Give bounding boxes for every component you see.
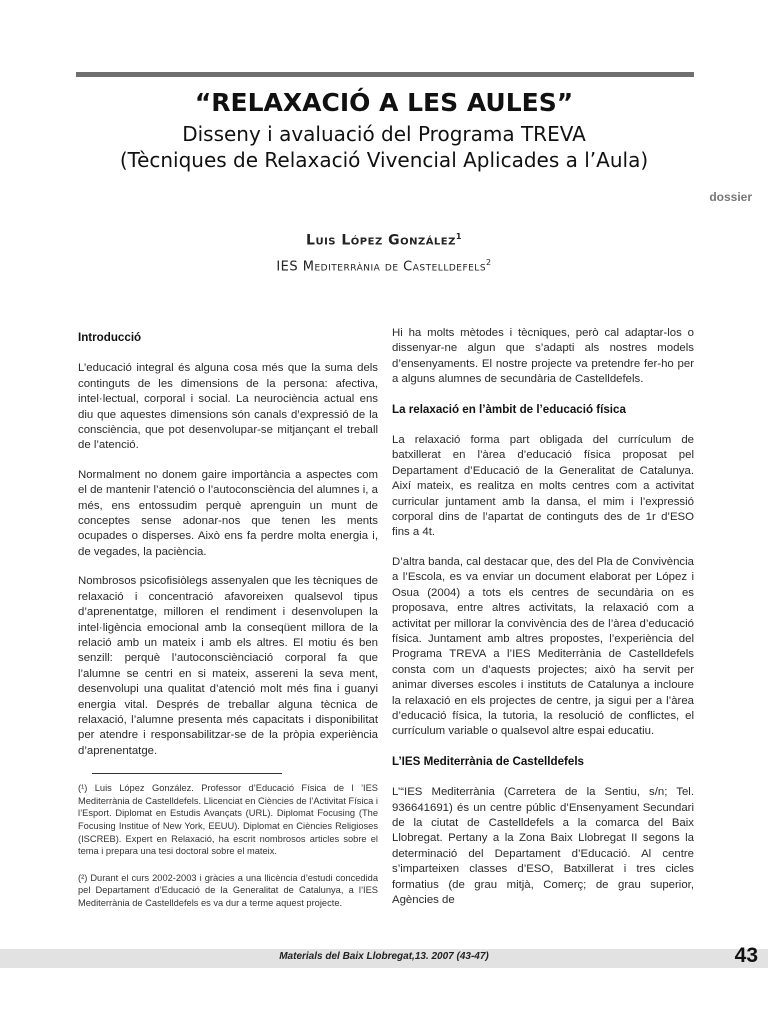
heading-ies-mediterrania: L’IES Mediterrània de Castelldefels [392,754,585,768]
right-column [392,326,694,922]
journal-citation: Materials del Baix Llobregat,13. 2007 (43-47) [279,951,489,962]
footnote-1: (¹) Luis López González. Professor d’Educació Física de l ’IES Mediterrània de Castelldefels. Llicenciat en Ciències de l’Activitat Física i l’Esport. Diplomat en Estudis Avançats (URL). Diplomat Focusing (The Focusing Institue of New York, EEUU). Diplomat en Ciències Religioses (ISCREB). Expert en Relaxació, ha escrit nombrosos articles sobre el tema i prepara una tesi doctoral sobre el mateix. [78,783,378,857]
paragraph: Normalment no donem gaire importància a aspectes com el de mantenir l’atenció o l’autoconsciència del alumnes i, a més, ens entossudim perquè aprenguin un munt de conceptes sense adonar-nos que tenen les ments ocupades o disperses. Això ens fa perdre molta energia i, de vegades, la paciència. [78,468,378,558]
section-tag: dossier [709,190,752,204]
top-rule [76,72,694,77]
footnote-divider [92,773,282,774]
heading-relaxation-pe: La relaxació en l’àmbit de l’educació física [392,402,626,416]
paragraph: D’altra banda, cal destacar que, des del Pla de Convivència a l’Escola, es va enviar un document elaborat per López i Osua (2004) a tots els centres de secundària on es proposava, entre altres activitats, la relaxació com a activitat per millorar la convivència des de l’àrea d’educació física. Juntament amb altres propostes, l’experiència del Programa TREVA a l’IES Mediterrània de Castelldefels consta com un d’aquests projectes; això ha servit per animar diverses escoles i instituts de Catalunya a incloure la relaxació en els projectes de centre, ja sigui per a l’àrea d’educació física, la tutoria, la resolució de conflictes, el currículum variable o qualsevol altre espai educatiu. [392,555,694,738]
article-title: “RELAXACIÓ A LES AULES” [194,88,574,117]
article-subtitle: Disseny i avaluació del Programa TREVA [182,122,586,146]
affiliation-footnote-mark: 2 [486,258,492,267]
page-number: 43 [734,944,758,967]
author-name [0,232,768,249]
article-subtitle-expansion: (Tècniques de Relaxació Vivencial Aplicades a l’Aula) [119,148,649,172]
paragraph: L’“IES Mediterrània (Carretera de la Sentiu, s/n; Tel. 936641691) és un centre públic d’Ensenyament Secundari de la ciutat de Castelldefels a la comarca del Baix Llobregat. Pertany a la Zona Baix Llobregat II segons la determinació del Departament d’Educació. Al centre s’imparteixen classes d’ESO, Batxillerat i tres cicles formatius (de grau mitjà, Comerç; de grau superior, Agències de [392,786,694,906]
paragraph: L’educació integral és alguna cosa més que la suma dels continguts de les dimensions de la persona: afectiva, intel·lectual, corporal i social. La neurociència actual ens diu que aquestes dimensions són canals d’expressió de la consciència, que pot desenvolupar-se mitjançant el treball de l’atenció. [78,362,378,452]
heading-introduction: Introducció [78,331,142,344]
footnote-2: (²) Durant el curs 2002-2003 i gràcies a una llicència d’estudi concedida pel Departament d’Educació de la Generalitat de Catalunya, a l’IES Mediterrània de Castelldefels es va dur a terme aquest projecte. [78,872,378,908]
paragraph: La relaxació forma part obligada del currículum de batxillerat en l’àrea d’educació física proposat pel Departament d’Educació de la Generalitat de Catalunya. Així mateix, es realitza en molts centres com a activitat curricular juntament amb la dansa, el mim i l’expressió corporal dins de l’apartat de continguts des de 1r d’ESO fins a 4t. [392,434,694,539]
left-column [78,326,378,924]
author-footnote-mark: 1 [455,232,462,241]
author-affiliation [0,258,768,274]
affiliation-text: IES Mediterrània de Castelldefels [276,259,487,275]
paragraph: Hi ha molts mètodes i tècniques, però cal adaptar-los o dissenyar-ne algun que s’adapti als nostres models d’ensenyaments. El nostre projecte va pretendre fer-ho per a alguns alumnes de secundària de Castelldefels. [392,327,694,386]
author-name-text: Luis López González [306,232,456,249]
paragraph: Nombrosos psicofisiòlegs assenyalen que les tècniques de relaxació i concentració afavoreixen qualsevol tipus d’aprenentatge, milloren el rendiment i desenvolupen la intel·ligència emocional amb la conseqüent millora de la relació amb un mateix i amb els altres. El motiu és ben senzill: perquè l’autoconsciènciació corporal fa que l’alumne se centri en si mateix, assereni la seva ment, desenvolupi una qualitat d’atenció molt més fina i guanyi energia vital. Després de treballar alguna tècnica de relaxació, l’alumne presenta més capacitats i disponibilitat per atendre i responsabilitzar-se de la pròpia experiència d’aprenentatge. [78,575,378,757]
